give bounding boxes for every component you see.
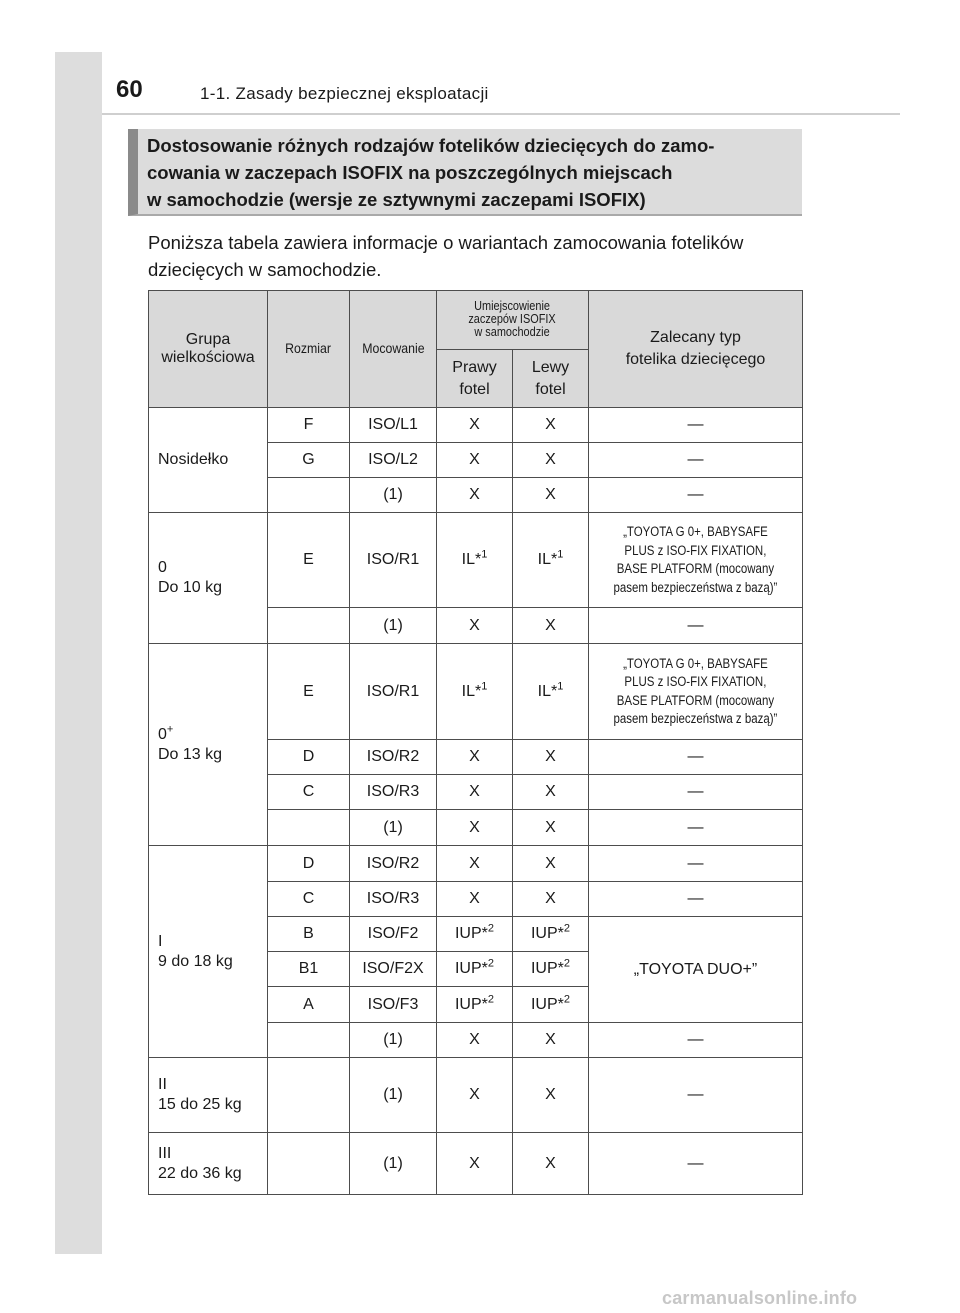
table-row: D ISO/R2 X X — bbox=[149, 740, 803, 775]
table-row: (1) X X — bbox=[149, 1023, 803, 1058]
recommended-seat: „TOYOTA DUO+” bbox=[589, 917, 803, 1023]
table-row: C ISO/R3 X X — bbox=[149, 882, 803, 917]
footer-watermark: carmanualsonline.info bbox=[662, 1288, 858, 1308]
table-row: (1) X X — bbox=[149, 608, 803, 644]
header-rule bbox=[102, 113, 900, 115]
table-row: G ISO/L2 X X — bbox=[149, 443, 803, 478]
header-positions: Umiejscowienie zaczepów ISOFIX w samochodzie bbox=[437, 291, 589, 350]
group-cell: Nosidełko bbox=[149, 408, 268, 513]
table-row: 0+ Do 13 kg E ISO/R1 IL*$^1$ IL*$^1$ „TOYOTA G 0+, BABYSAFE PLUS z ISO-FIX FIXATION, BASE PLATFORM (mocowany pasem bezpieczeństwa z bazą)” bbox=[149, 644, 803, 740]
topic-title-line: Dostosowanie różnych rodzajów fotelików dziecięcych do zamo- bbox=[147, 135, 715, 156]
table-row: I 9 do 18 kg D ISO/R2 X X — bbox=[149, 846, 803, 882]
header-size: Rozmiar bbox=[268, 291, 350, 408]
table-row: III 22 do 36 kg (1) X X — bbox=[149, 1133, 803, 1195]
section-title: 1-1. Zasady bezpiecznej eksploatacji bbox=[200, 84, 489, 103]
group-cell: 0+ Do 13 kg bbox=[149, 644, 268, 846]
header-fixing: Mocowanie bbox=[350, 291, 437, 408]
table-row: (1) X X — bbox=[149, 810, 803, 846]
header-recommended: Zalecany typ fotelika dziecięcego bbox=[589, 291, 803, 408]
table-row: A ISO/F3 IUP*$^2$ IUP*$^2$ bbox=[149, 987, 803, 1023]
group-cell: 0 Do 10 kg bbox=[149, 513, 268, 644]
intro-line: Poniższa tabela zawiera informacje o wariantach zamocowania fotelików bbox=[148, 232, 744, 253]
isofix-table bbox=[148, 290, 803, 1195]
topic-title-box bbox=[128, 129, 802, 216]
table-row: C ISO/R3 X X — bbox=[149, 775, 803, 810]
recommended-seat: „TOYOTA G 0+, BABYSAFE PLUS z ISO-FIX FIXATION, BASE PLATFORM (mocowany pasem bezpieczeństwa z bazą)” bbox=[589, 513, 803, 608]
table-row: B ISO/F2 IUP*$^2$ IUP*$^2$ „TOYOTA DUO+” bbox=[149, 917, 803, 952]
page-number: 60 bbox=[116, 76, 143, 103]
group-cell: III 22 do 36 kg bbox=[149, 1133, 268, 1195]
topic-title-line: w samochodzie (wersje ze sztywnymi zaczepami ISOFIX) bbox=[147, 189, 646, 210]
table-row: 0 Do 10 kg E ISO/R1 IL*$^1$ IL*$^1$ „TOYOTA G 0+, BABYSAFE PLUS z ISO-FIX FIXATION, BASE PLATFORM (mocowany pasem bezpieczeństwa z bazą)” bbox=[149, 513, 803, 608]
table-row: Nosidełko F ISO/L1 X X — bbox=[149, 408, 803, 443]
table-row: (1) X X — bbox=[149, 478, 803, 513]
table-row: B1 ISO/F2X IUP*$^2$ IUP*$^2$ bbox=[149, 952, 803, 987]
header-left-seat: Lewy fotel bbox=[513, 350, 589, 408]
header-group: Grupa wielkościowa bbox=[149, 291, 268, 408]
intro-paragraph bbox=[148, 229, 808, 283]
header-right-seat: Prawy fotel bbox=[437, 350, 513, 408]
topic-title-line: cowania w zaczepach ISOFIX na poszczególnych miejscach bbox=[147, 162, 673, 183]
recommended-seat: „TOYOTA G 0+, BABYSAFE PLUS z ISO-FIX FIXATION, BASE PLATFORM (mocowany pasem bezpieczeństwa z bazą)” bbox=[589, 644, 803, 740]
page-side-tab bbox=[55, 52, 102, 1254]
table-row: II 15 do 25 kg (1) X X — bbox=[149, 1058, 803, 1133]
group-cell: II 15 do 25 kg bbox=[149, 1058, 268, 1133]
intro-line: dziecięcych w samochodzie. bbox=[148, 259, 382, 280]
group-cell: I 9 do 18 kg bbox=[149, 846, 268, 1058]
